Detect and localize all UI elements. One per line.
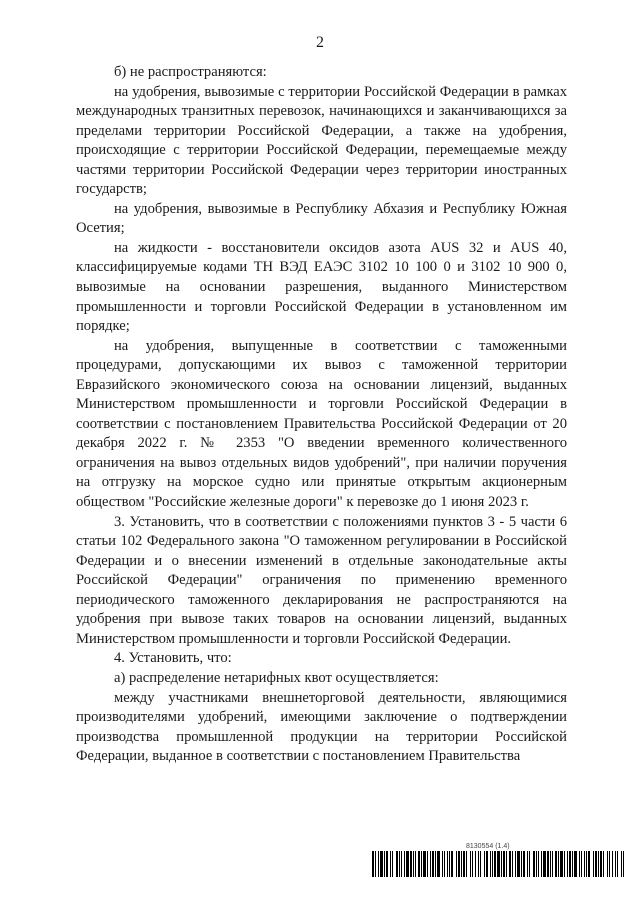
barcode-bar <box>466 851 467 877</box>
barcode-bar <box>378 851 379 877</box>
barcode-bar <box>415 851 416 877</box>
barcode-bar <box>509 851 511 877</box>
barcode-bar <box>435 851 436 877</box>
barcode-bar <box>399 851 400 877</box>
barcode-bar <box>418 851 420 877</box>
paragraph-6: 3. Установить, что в соответствии с положениями пунктов 3 - 5 части 6 статьи 102 Федерального закона "О таможенном регулировании в Российской Федерации и о внесении изменений в отдельные законодательные акты Российской Федерации" ограничения по применению временного периодического таможенного декларирования не распространяются на удобрения при вывозе таких товаров на основании лицензий, выданных Министерством промышленности и торговли Российской Федерации. <box>76 513 567 647</box>
barcode-bar <box>527 851 528 877</box>
barcode-bar <box>486 851 488 877</box>
barcode-bar <box>372 851 374 877</box>
barcode-bar <box>380 851 383 877</box>
barcode-bar <box>494 851 496 877</box>
barcode-bar <box>579 851 580 877</box>
barcode-bar <box>413 851 414 877</box>
barcode-bar <box>555 851 557 877</box>
barcode-bar <box>538 851 539 877</box>
barcode-bar <box>584 851 585 877</box>
barcode-bar <box>541 851 542 877</box>
barcode-bar <box>612 851 613 877</box>
barcode-bar <box>593 851 594 877</box>
paragraph-7: 4. Установить, что: <box>114 650 232 667</box>
barcode-bar <box>404 851 405 877</box>
barcode-bar <box>506 851 507 877</box>
barcode-bar <box>567 851 568 877</box>
barcode-bar <box>536 851 537 877</box>
barcode-bar <box>401 851 402 877</box>
barcode-bar <box>463 851 465 877</box>
barcode-bar <box>515 851 516 877</box>
barcode-bar <box>588 851 590 877</box>
barcode-bar <box>386 851 388 877</box>
barcode-bar <box>478 851 479 877</box>
paragraph-9: между участниками внешнеторговой деятельности, являющимися производителями удобрений, имеющими заключение о подтверждении производства промышленной продукции на территории Российской Федерации, выданное в соответствии с постановлением Правительства <box>76 689 567 765</box>
barcode-bar <box>406 851 409 877</box>
barcode-bar <box>461 851 462 877</box>
page-number: 2 <box>316 34 324 51</box>
barcode-bar <box>392 851 393 877</box>
barcode-bar <box>550 851 551 877</box>
barcode-bar <box>609 851 610 877</box>
barcode-bar <box>430 851 431 877</box>
barcode-bar <box>521 851 522 877</box>
barcode-bar <box>569 851 571 877</box>
barcode-bar <box>581 851 582 877</box>
barcode-bar <box>512 851 513 877</box>
barcode-bar <box>558 851 559 877</box>
barcode-bar <box>447 851 448 877</box>
barcode-bar <box>586 851 587 877</box>
paragraph-3: на удобрения, вывозимые в Республику Абхазия и Республику Южная Осетия; <box>76 200 567 237</box>
barcode-bar <box>603 851 604 877</box>
barcode-bar <box>543 851 546 877</box>
paragraph-1: б) не распространяются: <box>114 64 267 80</box>
barcode-bar <box>427 851 428 877</box>
barcode-bar <box>501 851 502 877</box>
barcode-bar <box>390 851 391 877</box>
barcode-bar <box>574 851 577 877</box>
barcode-bar <box>490 851 491 877</box>
barcode-bar <box>480 851 481 877</box>
barcode-bar <box>470 851 471 877</box>
barcode-bar <box>449 851 450 877</box>
barcode-bar <box>423 851 426 877</box>
paragraph-2: на удобрения, вывозимые с территории Российской Федерации в рамках международных транзитных перевозок, начинающихся и заканчивающихся за пределами территории Российской Федерации, а также на удобрения, происходящие с территории Российской Федерации, перемещаемые между частями территории Российской Федерации через территории иностранных государств; <box>76 83 567 198</box>
barcode-bar <box>472 851 473 877</box>
document-code: 8130554 (1.4) <box>466 843 510 850</box>
barcode-bar <box>421 851 422 877</box>
barcode-bar <box>384 851 385 877</box>
barcode-bar <box>529 851 530 877</box>
barcode-bar <box>475 851 476 877</box>
document-body <box>76 63 567 767</box>
barcode-bar <box>492 851 493 877</box>
barcode-bar <box>560 851 563 877</box>
barcode-bar <box>615 851 616 877</box>
barcode-bar <box>456 851 457 877</box>
barcode-bar <box>598 851 599 877</box>
barcode-bar <box>607 851 608 877</box>
barcode-bar <box>484 851 485 877</box>
paragraph-5: на удобрения, выпущенные в соответствии с таможенными процедурами, допускающими их вывоз с таможенной территории Евразийского экономического союза на основании лицензий, выданных Министерством промышленности и торговли Российской Федерации в соответствии с постановлением Правительства Российской Федерации от 20 декабря 2022 г. № 2353 "О введении временного количественного ограничения на вывоз отдельных видов удобрений", при наличии поручения на отгрузку на морское судно или принятые открытым акционерным обществом "Российские железные дороги" к перевозке до 1 июня 2023 г. <box>76 337 567 511</box>
barcode-icon <box>372 851 624 877</box>
barcode-bar <box>503 851 505 877</box>
barcode-bar <box>410 851 412 877</box>
paragraph-8: а) распределение нетарифных квот осуществляется: <box>114 669 439 686</box>
barcode-bar <box>595 851 597 877</box>
barcode-bar <box>600 851 602 877</box>
barcode-bar <box>432 851 434 877</box>
barcode-bar <box>547 851 549 877</box>
barcode-bar <box>517 851 520 877</box>
barcode-bar <box>458 851 460 877</box>
barcode-bar <box>572 851 573 877</box>
barcode-bar <box>523 851 525 877</box>
barcode-bar <box>617 851 618 877</box>
barcode-bar <box>552 851 553 877</box>
barcode-bar <box>497 851 500 877</box>
barcode-bar <box>451 851 453 877</box>
barcode-bar <box>442 851 443 877</box>
barcode-bar <box>396 851 398 877</box>
paragraph-4: на жидкости - восстановители оксидов азота AUS 32 и AUS 40, классифицируемые кодами ТН ВЭД ЕАЭС 3102 10 100 0 и 3102 10 900 0, вывозимые на основании разрешения, выданного Министерством промышленности и торговли Российской Федерации в установленном им порядке; <box>76 239 567 335</box>
barcode-bar <box>621 851 622 877</box>
barcode-bar <box>564 851 565 877</box>
barcode-bar <box>533 851 535 877</box>
barcode-bar <box>444 851 445 877</box>
barcode-bar <box>375 851 376 877</box>
barcode-bar <box>437 851 440 877</box>
barcode-bar <box>623 851 624 877</box>
